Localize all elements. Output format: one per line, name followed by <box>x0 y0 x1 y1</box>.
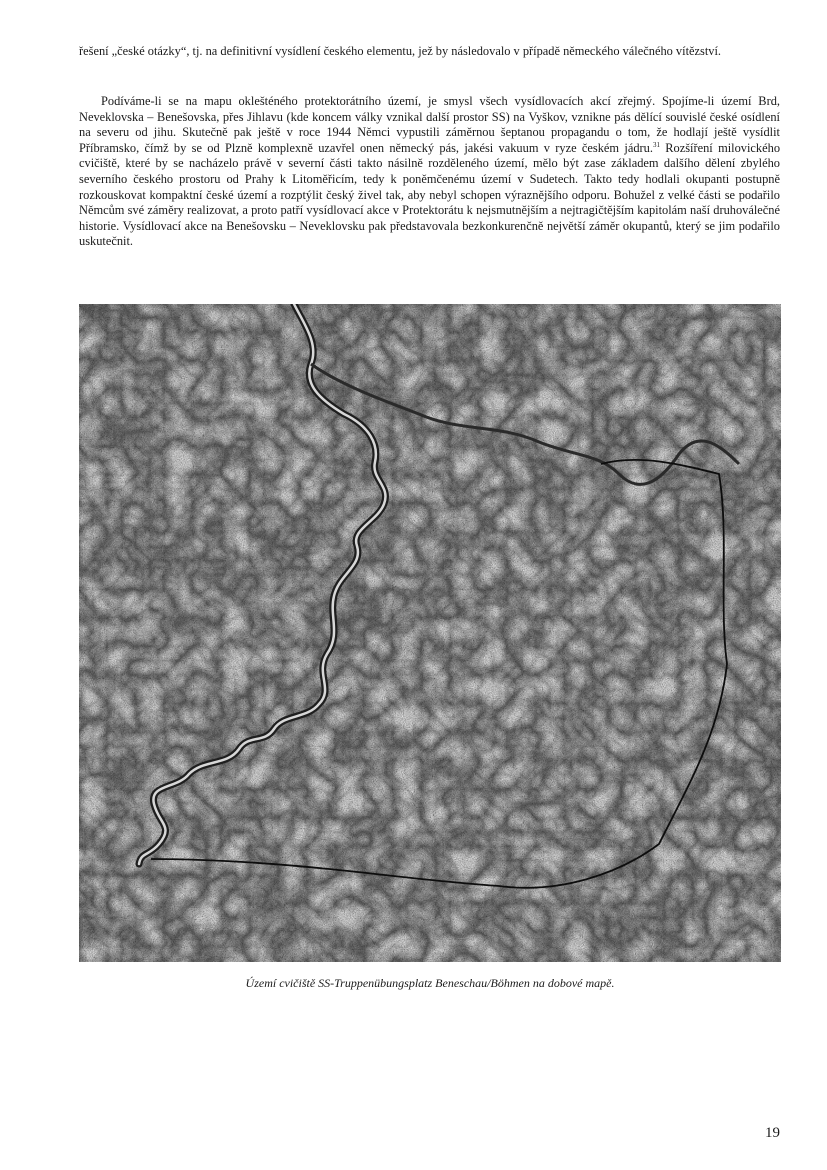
map-relief <box>79 304 781 962</box>
historical-map-image <box>79 304 781 962</box>
paragraph-1-text: řešení „české otázky“, tj. na definitivní vysídlení českého elementu, jež by následovalo v případě německého válečného vítězství. <box>79 44 722 58</box>
paragraph-2-text-b: Rozšíření milovického cvičiště, které by se nacházelo právě v severní části takto násilně rozděleného území, mělo být zase základem dalšího dělení zbylého severního českého prostoru od Prahy k Litoměřicím, tedy k poněmčenému území v Sudetech. Takto tedy hodlali okupanti postupně rozkouskovat kompaktní české území a rozptýlit český živel tak, aby nebyl schopen výraznějšího odporu. Bohužel z velké části se podařilo Němcům své záměry realizovat, a proto patří vysídlovací akce v Protektorátu k nejsmutnějším a nejtragičtějším kapitolám naší druhoválečné historie. Vysídlovací akce na Benešovsku – Neveklovsku pak představovala bezkonkurenčně největší záměr okupantů, který se jim podařilo uskutečnit. <box>79 140 781 249</box>
paragraph-2-text-a: Podíváme-li se na mapu oklešténého protektorátního území, je smysl všech vysídlovacích akcí zřejmý. Spojíme-li území Brd, Neveklovska – Benešovska, přes Jihlavu (kde koncem války vznikal další prostor SS) na Vyškov, vznikne pás dělící souvislé české osídlení na severu od jihu. Skutečně pak ještě v roce 1944 Němci vypustili záměrnou šeptanou propagandu o tom, že hodlají ještě vysídlit Příbramsko, čímž by se od Plzně komplexně uzavřel onen německý pás, jakési vakuum v ryze českém jádru. <box>79 94 780 155</box>
footnote-ref-31: 31 <box>652 140 660 149</box>
paragraph-1 <box>79 44 780 60</box>
page-number: 19 <box>765 1125 780 1141</box>
paragraph-2 <box>79 94 780 250</box>
figure-caption: Území cvičiště SS-Truppenübungsplatz Beneschau/Böhmen na dobové mapě. <box>245 976 615 990</box>
